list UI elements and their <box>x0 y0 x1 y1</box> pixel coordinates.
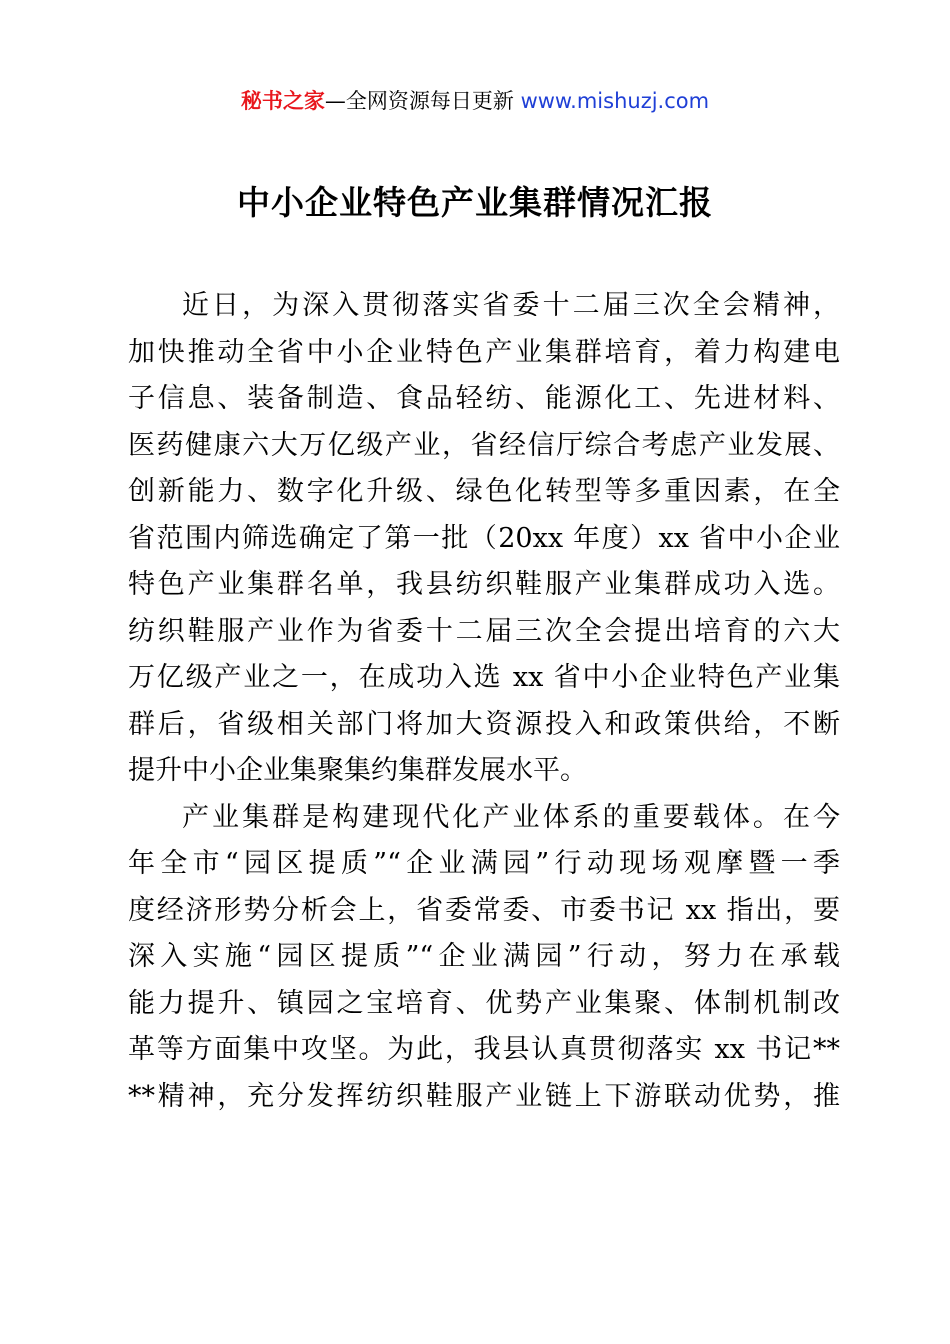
paragraph-line: 省范围内筛选确定了第一批（20xx 年度）xx 省中小企业 <box>128 522 840 554</box>
paragraph-line: 纺织鞋服产业作为省委十二届三次全会提出培育的六大 <box>128 615 840 647</box>
site-url: www.mishuzj.com <box>520 89 710 113</box>
paragraph-line: 特色产业集群名单，我县纺织鞋服产业集群成功入选。 <box>128 569 840 600</box>
paragraph-line: 年全市“园区提质”“企业满园”行动现场观摩暨一季 <box>128 848 840 879</box>
document-body <box>128 283 840 1120</box>
paragraph-line: 群后，省级相关部门将加大资源投入和政策供给，不断 <box>128 708 840 740</box>
paragraph-line: 近日，为深入贯彻落实省委十二届三次全会精神， <box>182 290 840 321</box>
paragraph-line: 革等方面集中攻坚。为此，我县认真贯彻落实 xx 书记** <box>128 1034 840 1065</box>
paragraph-line: 医药健康六大万亿级产业，省经信厅综合考虑产业发展、 <box>128 429 840 461</box>
paragraph-line: 深入实施“园区提质”“企业满园”行动，努力在承载 <box>128 941 840 972</box>
paragraph-line: 产业集群是构建现代化产业体系的重要载体。在今 <box>182 801 840 833</box>
paragraph-line: 能力提升、镇园之宝培育、优势产业集聚、体制机制改 <box>128 987 840 1019</box>
paragraph-1 <box>128 283 840 795</box>
site-header <box>0 86 950 116</box>
paragraph-line: 度经济形势分析会上，省委常委、市委书记 xx 指出，要 <box>128 894 840 926</box>
paragraph-line: 加快推动全省中小企业特色产业集群培育，着力构建电 <box>128 336 840 368</box>
brand-name: 秘书之家 <box>240 89 325 113</box>
paragraph-2 <box>128 795 840 1121</box>
document-title: 中小企业特色产业集群情况汇报 <box>237 183 713 222</box>
paragraph-line: 子信息、装备制造、食品轻纺、能源化工、先进材料、 <box>128 383 840 414</box>
paragraph-line: **精神，充分发挥纺织鞋服产业链上下游联动优势，推 <box>128 1080 840 1112</box>
paragraph-line: 万亿级产业之一，在成功入选 xx 省中小企业特色产业集 <box>128 662 840 693</box>
paragraph-line: 创新能力、数字化升级、绿色化转型等多重因素，在全 <box>128 476 840 507</box>
paragraph-line: 提升中小企业集聚集约集群发展水平。 <box>128 755 587 786</box>
header-tagline: —全网资源每日更新 <box>324 89 521 113</box>
